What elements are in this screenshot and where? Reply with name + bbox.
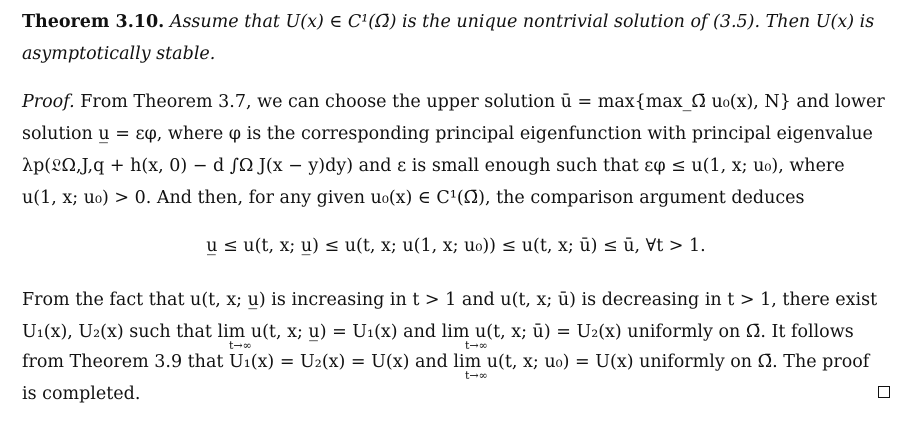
proof-line-6: U₁(x), U₂(x) such that lim u(t, x; u̲) = U₁(x) and lim u(t, x; ū) = U₂(x) uniformly on Ω̄. It follows bbox=[22, 322, 854, 342]
proof-line-5: From the fact that u(t, x; u̲) is increasing in t > 1 and u(t, x; ū) is decreasing in t > 1, there exist bbox=[22, 290, 878, 310]
display-equation: u̲ ≤ u(t, x; u̲) ≤ u(t, x; u(1, x; u₀)) ≤ u(t, x; ū) ≤ ū, ∀t > 1. bbox=[206, 236, 706, 256]
proof-text-1: From Theorem 3.7, we can choose the upper solution ū = max{max_Ω̄ u₀(x), N} and lower bbox=[80, 92, 885, 112]
theorem-line-2: asymptotically stable. bbox=[22, 44, 216, 64]
limit-subscript-2: t→∞ bbox=[465, 339, 488, 352]
proof-line-4: u(1, x; u₀) > 0. And then, for any given u₀(x) ∈ C¹(Ω̄), the comparison argument deduces bbox=[22, 188, 805, 208]
proof-line-1 bbox=[22, 90, 885, 114]
proof-lead: Proof. bbox=[22, 92, 75, 112]
proof-line-8: is completed. bbox=[22, 384, 141, 404]
proof-line-3: λp(𝔏Ω,J,q + h(x, 0) − d ∫Ω J(x − y)dy) and ε is small enough such that εφ ≤ u(1, x; u₀), where bbox=[22, 156, 845, 176]
theorem-text-1: Assume that U(x) ∈ C¹(Ω̄) is the unique nontrivial solution of (3.5). Then U(x) is bbox=[169, 12, 875, 32]
proof-line-2: solution u̲ = εφ, where φ is the corresponding principal eigenfunction with principal eigenvalue bbox=[22, 124, 873, 144]
limit-subscript-3: t→∞ bbox=[465, 369, 488, 382]
proof-line-7: from Theorem 3.9 that U₁(x) = U₂(x) = U(x) and lim u(t, x; u₀) = U(x) uniformly on Ω̄. The proof bbox=[22, 352, 870, 372]
qed-box bbox=[878, 386, 890, 398]
theorem-label: Theorem 3.10. bbox=[22, 12, 165, 32]
limit-subscript-1: t→∞ bbox=[229, 339, 252, 352]
theorem-line-1 bbox=[22, 10, 874, 34]
